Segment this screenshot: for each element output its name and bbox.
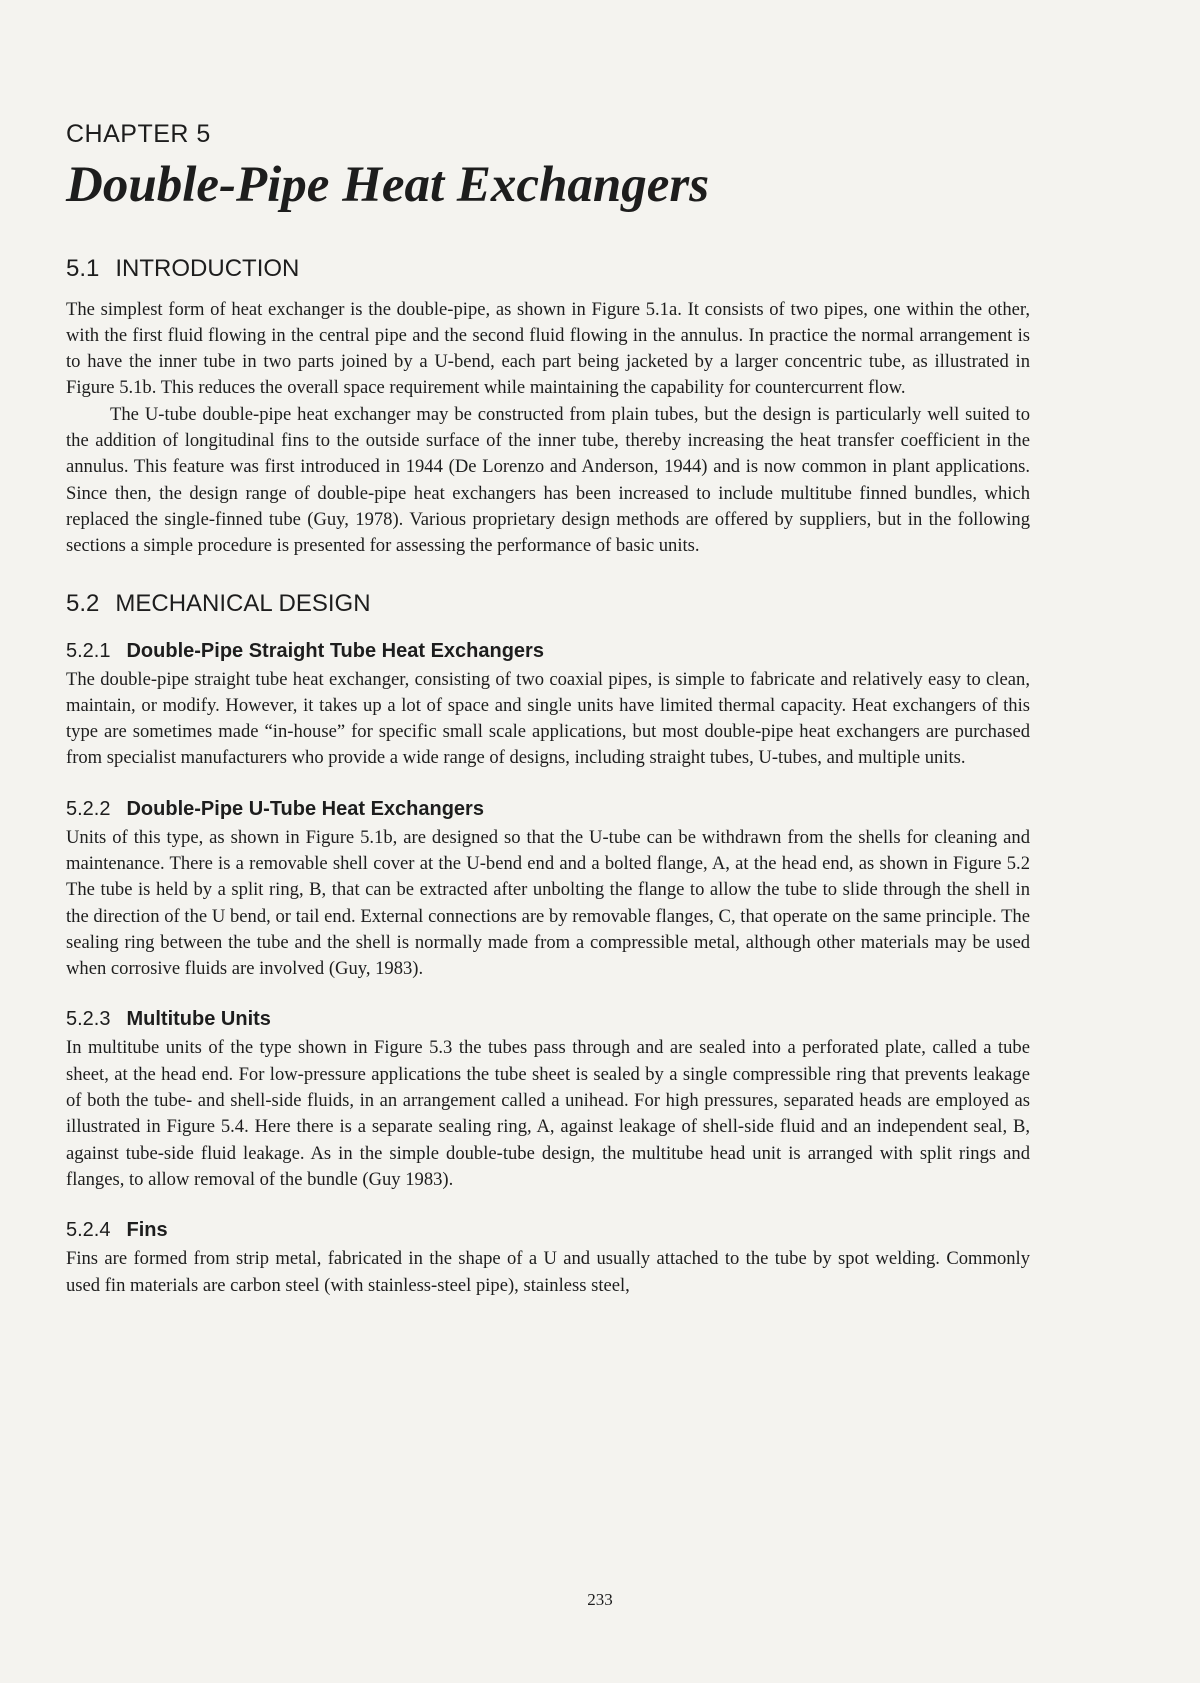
subsection-multitube bbox=[66, 1008, 1030, 1193]
subsection-number: 5.2.1 bbox=[66, 639, 111, 662]
section-number: 5.2 bbox=[66, 589, 100, 617]
subsection-number: 5.2.2 bbox=[66, 797, 111, 820]
subsection-heading bbox=[66, 798, 1030, 821]
subsection-number: 5.2.3 bbox=[66, 1008, 111, 1031]
paragraph: The U-tube double-pipe heat exchanger may be constructed from plain tubes, but the design is particularly well suited to the addition of longitudinal fins to the outside surface of the inner tube, thereby increasing the heat transfer coefficient in the annulus. This feature was first introduced in 1944 (De Lorenzo and Anderson, 1944) and is now common in plant applications. Since then, the design range of double-pipe heat exchangers has been increased to include multitube finned bundles, which replaced the single-finned tube (Guy, 1978). Various proprietary design methods are offered by suppliers, but in the following sections a simple procedure is presented for assessing the performance of basic units. bbox=[66, 403, 1030, 557]
section-heading bbox=[66, 590, 1030, 618]
subsection-number: 5.2.4 bbox=[66, 1219, 111, 1242]
subsection-title: Double-Pipe U-Tube Heat Exchangers bbox=[126, 797, 484, 820]
subsection-heading bbox=[66, 1008, 1030, 1031]
subsection-fins bbox=[66, 1219, 1030, 1299]
subsection-heading bbox=[66, 1219, 1030, 1242]
paragraph: The simplest form of heat exchanger is the double-pipe, as shown in Figure 5.1a. It consists of two pipes, one within the other, with the first fluid flowing in the central pipe and the second fluid flowing in the annulus. In practice the normal arrangement is to have the inner tube in two parts joined by a U-bend, each part being jacketed by a larger concentric tube, as illustrated in Figure 5.1b. This reduces the overall space requirement while maintaining the capability for countercurrent flow. bbox=[66, 298, 1030, 399]
subsection-heading bbox=[66, 640, 1030, 663]
subsection-straight-tube bbox=[66, 640, 1030, 772]
section-title: MECHANICAL DESIGN bbox=[115, 589, 371, 617]
section-heading bbox=[66, 255, 1030, 283]
paragraph: Fins are formed from strip metal, fabricated in the shape of a U and usually attached to the tube by spot welding. Commonly used fin materials are carbon steel (with stainless-steel pipe), stainless steel, bbox=[66, 1248, 1030, 1296]
page-number: 233 bbox=[587, 1590, 613, 1609]
paragraph: Units of this type, as shown in Figure 5.1b, are designed so that the U-tube can be withdrawn from the shells for cleaning and maintenance. There is a removable shell cover at the U-bend end and a bolted flange, A, at the head end, as shown in Figure 5.2 The tube is held by a split ring, B, that can be extracted after unbolting the flange to allow the tube to slide through the shell in the direction of the U bend, or tail end. External connections are by removable flanges, C, that operate on the same principle. The sealing ring between the tube and the shell is normally made from a compressible metal, although other materials may be used when corrosive fluids are involved (Guy, 1983). bbox=[66, 826, 1030, 980]
subsection-title: Double-Pipe Straight Tube Heat Exchangers bbox=[126, 639, 544, 662]
subsection-u-tube bbox=[66, 798, 1030, 983]
paragraph: The double-pipe straight tube heat exchanger, consisting of two coaxial pipes, is simple to fabricate and relatively easy to clean, maintain, or modify. However, it takes up a lot of space and single units have limited thermal capacity. Heat exchangers of this type are sometimes made “in-house” for specific small scale applications, but most double-pipe heat exchangers are purchased from specialist manufacturers who provide a wide range of designs, including straight tubes, U-tubes, and multiple units. bbox=[66, 668, 1030, 769]
section-number: 5.1 bbox=[66, 254, 100, 282]
section-mechanical-design bbox=[66, 590, 1030, 1299]
chapter-title: Double-Pipe Heat Exchangers bbox=[66, 157, 710, 213]
section-title: INTRODUCTION bbox=[115, 254, 300, 282]
chapter-label: CHAPTER 5 bbox=[66, 120, 211, 148]
section-introduction bbox=[66, 255, 1030, 560]
paragraph: In multitube units of the type shown in Figure 5.3 the tubes pass through and are sealed into a perforated plate, called a tube sheet, at the head end. For low-pressure applications the tube sheet is sealed by a single compressible ring that prevents leakage of both the tube- and shell-side fluids, in an arrangement called a unihead. For high pressures, separated heads are employed as illustrated in Figure 5.4. Here there is a separate sealing ring, A, against leakage of shell-side fluid and an independent seal, B, against tube-side fluid leakage. As in the simple double-tube design, the multitube head unit is arranged with split rings and flanges, to allow removal of the bundle (Guy 1983). bbox=[66, 1037, 1030, 1190]
subsection-title: Multitube Units bbox=[126, 1008, 271, 1031]
subsection-title: Fins bbox=[126, 1219, 168, 1242]
